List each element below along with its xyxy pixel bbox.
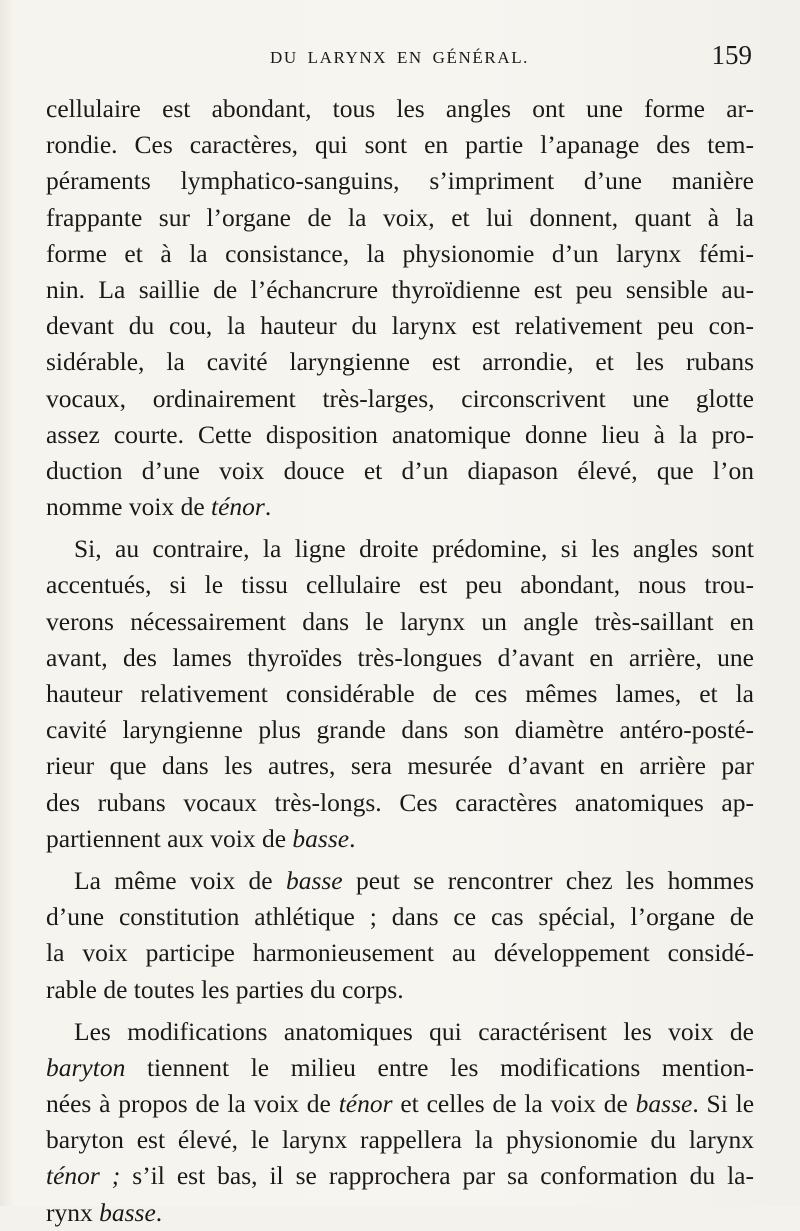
paragraph (46, 91, 754, 525)
text-run: rable de toutes les parties du corps. (46, 974, 404, 1004)
text-line (46, 899, 754, 935)
running-head: DU LARYNX EN GÉNÉRAL. (270, 48, 530, 67)
text-line (46, 489, 754, 525)
text-run: devant du cou, la hauteur du larynx est relativement peu con- (46, 311, 754, 341)
text-run: duction d’une voix douce et d’un diapason élevé, que l’on (46, 455, 754, 485)
text-run: vocaux, ordinairement très-larges, circonscrivent une glotte (46, 383, 754, 413)
text-run: s’il est bas, il se rapprochera par sa conformation du la- (120, 1161, 754, 1191)
text-line (46, 381, 754, 417)
paragraph (46, 863, 754, 1008)
text-line (46, 1014, 754, 1050)
text-run: cellulaire est abondant, tous les angles ont une forme ar- (46, 94, 754, 123)
text-run: forme et à la consistance, la physionomie d’un larynx fémi- (46, 238, 754, 268)
text-run: . (264, 492, 272, 522)
italic-term: basse (635, 1089, 693, 1119)
text-run: nomme voix de (46, 492, 212, 522)
text-run: la voix participe harmonieusement au développement considé- (46, 938, 754, 968)
text-line (46, 935, 754, 971)
italic-term: basse (285, 865, 343, 895)
text-line (46, 272, 754, 308)
text-line (46, 200, 754, 236)
text-line (46, 863, 754, 899)
text-run: frappante sur l’organe de la voix, et lui donnent, quant à la (46, 202, 754, 232)
text-line (46, 1050, 754, 1086)
text-run: verons nécessairement dans le larynx un angle très-saillant en (46, 606, 754, 636)
italic-term: basse (99, 1197, 156, 1227)
italic-term: baryton (46, 1052, 126, 1082)
text-run: Les modifications anatomiques qui caractérisent les voix de (74, 1016, 754, 1046)
page-number: 159 (711, 40, 752, 70)
text-line (46, 748, 754, 784)
text-run: rynx (46, 1197, 100, 1227)
text-run: La même voix de (74, 865, 286, 895)
text-line (46, 712, 754, 748)
text-run: accentués, si le tissu cellulaire est peu abondant, nous trou- (46, 570, 754, 600)
text-line (46, 417, 754, 453)
page-header (46, 40, 754, 80)
text-line (46, 1158, 754, 1194)
text-run: d’une constitution athlétique ; dans ce cas spécial, l’organe de (46, 902, 754, 932)
text-line (46, 344, 754, 380)
text-line (46, 531, 754, 567)
italic-term: ténor (211, 492, 265, 522)
text-run: nin. La saillie de l’échancrure thyroïdienne est peu sensible au- (46, 274, 754, 304)
text-line (46, 567, 754, 603)
text-run: peut se rencontrer chez les hommes (342, 865, 754, 895)
text-run: péraments lymphatico-sanguins, s’impriment d’une manière (46, 166, 754, 196)
text-line (46, 236, 754, 272)
paragraph (46, 1014, 754, 1231)
text-run: tiennent le milieu entre les modifications mention- (125, 1052, 754, 1082)
text-run: . (349, 823, 356, 853)
text-run: partiennent aux voix de (46, 823, 293, 853)
body-text (46, 91, 754, 1231)
text-line (46, 163, 754, 199)
text-run: baryton est élevé, le larynx rappellera la physionomie du larynx (46, 1125, 754, 1155)
text-run: avant, des lames thyroïdes très-longues d’avant en arrière, une (46, 642, 754, 672)
text-line (46, 1195, 754, 1231)
text-line (46, 821, 754, 857)
text-line (46, 308, 754, 344)
text-line (46, 972, 754, 1008)
text-run: assez courte. Cette disposition anatomique donne lieu à la pro- (46, 419, 754, 449)
text-run: hauteur relativement considérable de ces mêmes lames, et la (46, 679, 754, 708)
text-run: sidérable, la cavité laryngienne est arrondie, et les rubans (46, 347, 754, 377)
italic-term: basse (292, 823, 350, 853)
text-line (46, 1086, 754, 1122)
text-run: des rubans vocaux très-longs. Ces caractères anatomiques ap- (46, 787, 754, 817)
text-run: Si, au contraire, la ligne droite prédomine, si les angles sont (74, 534, 754, 564)
text-run: . (155, 1197, 163, 1227)
italic-term: ténor ; (46, 1161, 121, 1191)
paragraph (46, 531, 754, 857)
text-line (46, 604, 754, 640)
italic-term: ténor (338, 1089, 393, 1119)
text-run: cavité laryngienne plus grande dans son diamètre antéro-posté- (46, 715, 754, 745)
text-run: et celles de la voix de (392, 1089, 636, 1119)
text-line (46, 127, 754, 163)
text-line (46, 676, 754, 712)
text-line (46, 785, 754, 821)
text-line (46, 453, 754, 489)
text-line (46, 1122, 754, 1158)
text-run: nées à propos de la voix de (46, 1089, 339, 1119)
text-line (46, 640, 754, 676)
text-run: rieur que dans les autres, sera mesurée d’avant en arrière par (46, 751, 754, 781)
text-line (46, 91, 754, 127)
text-run: . Si le (692, 1089, 755, 1119)
text-run: rondie. Ces caractères, qui sont en partie l’apanage des tem- (46, 130, 754, 160)
